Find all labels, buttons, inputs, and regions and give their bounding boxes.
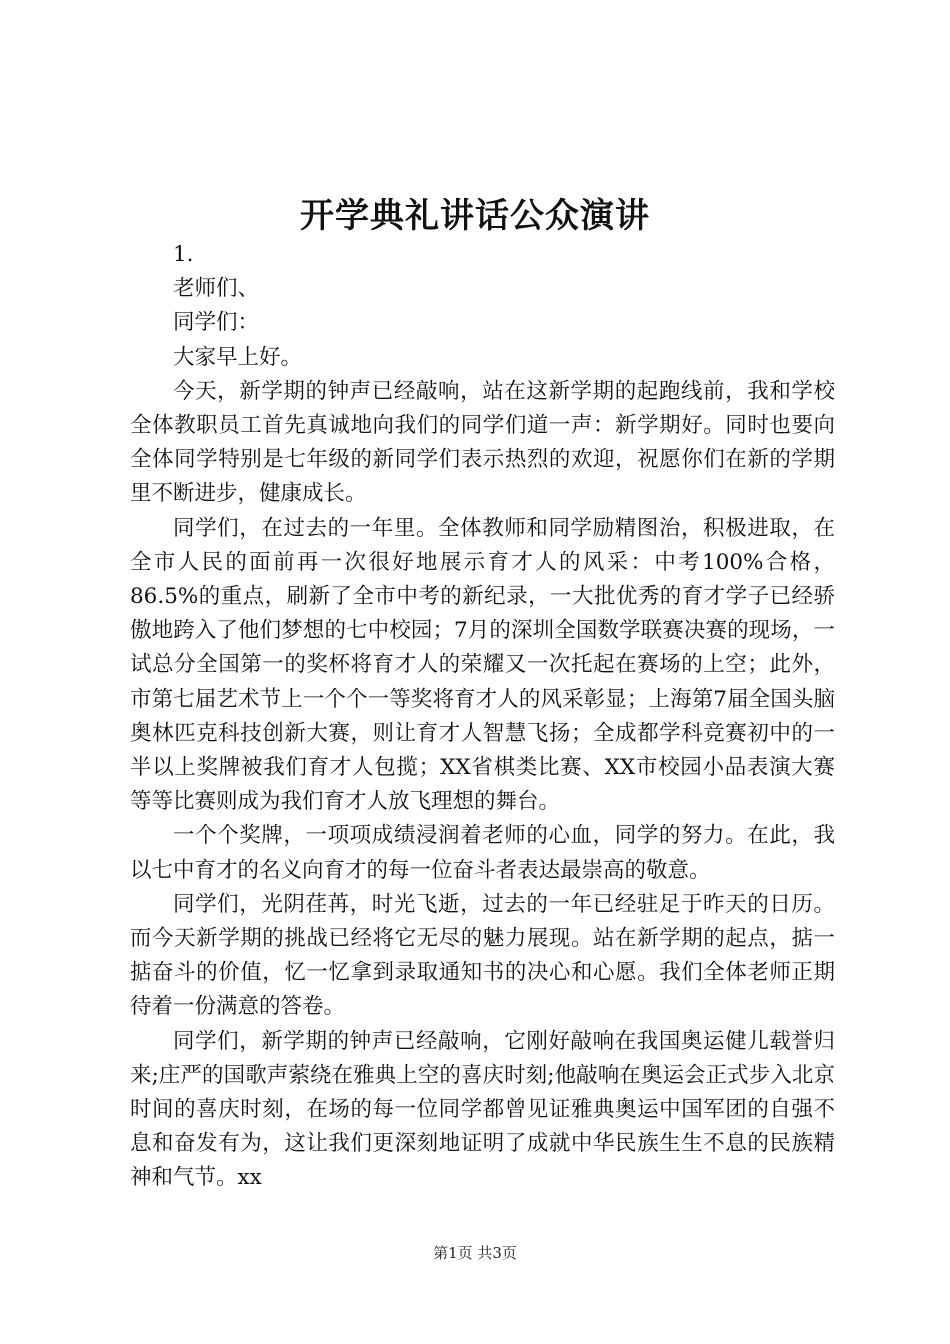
paragraph-1: 今天，新学期的钟声已经敲响，站在这新学期的起跑线前，我和学校全体教职员工首先真诚地向我们的同学们道一声：新学期好。同时也要向全体同学特别是七年级的新同学们表示热烈的欢迎，祝愿你们在新的学期里不断进步，健康成长。 [130,378,835,507]
salutation-teachers: 老师们、 [173,276,260,302]
document-body [130,238,835,1196]
paragraph-5: 同学们，新学期的钟声已经敲响，它刚好敲响在我国奥运健儿载誉归来;庄严的国歌声萦绕在雅典上空的喜庆时刻;他敲响在奥运会正式步入北京时间的喜庆时刻，在场的每一位同学都曾见证雅典奥运中国军团的自强不息和奋发有为，这让我们更深刻地证明了成就中华民族生生不息的民族精神和气节。xx [130,1028,835,1191]
greeting: 大家早上好。 [173,344,303,370]
document-title: 开学典礼讲话公众演讲 [300,196,650,236]
paragraph-4: 同学们，光阴荏苒，时光飞逝，过去的一年已经驻足于昨天的日历。而今天新学期的挑战已经将它无尽的魅力展现。站在新学期的起点，掂一掂奋斗的价值，忆一忆拿到录取通知书的决心和心愿。我们全体老师正期待着一份满意的答卷。 [130,891,835,1020]
page-footer: 第1页 共3页 [433,1244,517,1262]
paragraph-3: 一个个奖牌，一项项成绩浸润着老师的心血，同学的努力。在此，我以七中育才的名义向育才的每一位奋斗者表达最崇高的敬意。 [130,823,835,883]
paragraph-2: 同学们，在过去的一年里。全体教师和同学励精图治，积极进取，在全市人民的面前再一次很好地展示育才人的风采：中考100%合格，86.5%的重点，刷新了全市中考的新纪录，一大批优秀的育才学子已经骄傲地跨入了他们梦想的七中校园；7月的深圳全国数学联赛决赛的现场，一试总分全国第一的奖杯将育才人的荣耀又一次托起在赛场的上空；此外，市第七届艺术节上一个个一等奖将育才人的风采彰显；上海第7届全国头脑奥林匹克科技创新大赛，则让育才人智慧飞扬；全成都学科竞赛初中的一半以上奖牌被我们育才人包揽；XX省棋类比赛、XX市校园小品表演大赛等等比赛则成为我们育才人放飞理想的舞台。 [130,515,835,815]
salutation-students: 同学们： [173,310,260,336]
heading-number: 1. [173,242,194,267]
